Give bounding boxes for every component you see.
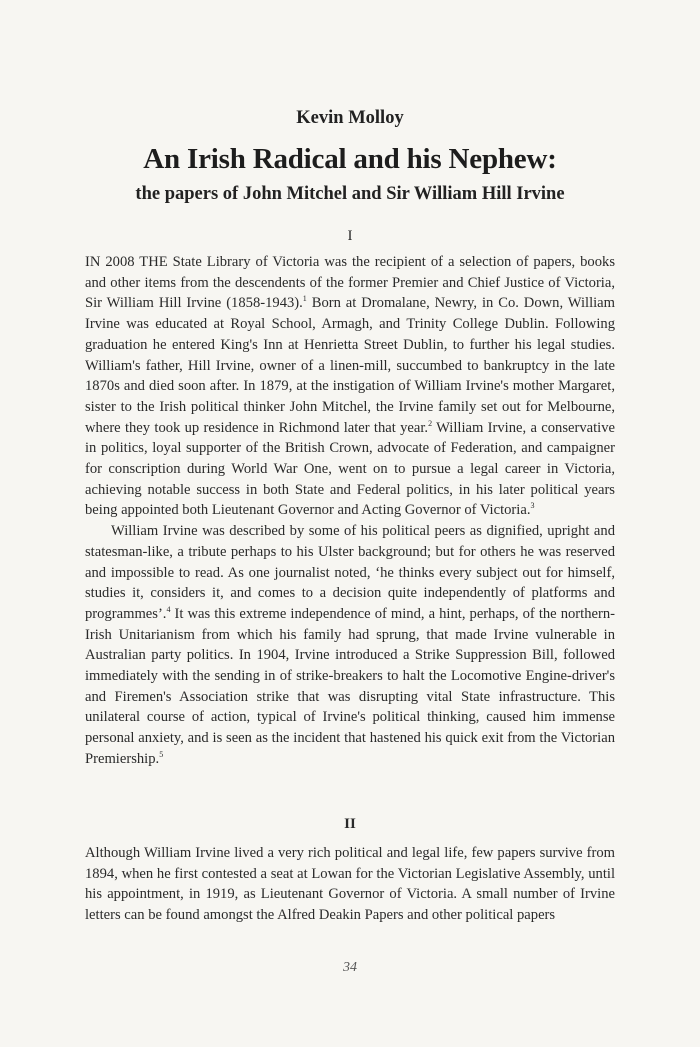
footnote-marker: 3 [530, 501, 535, 511]
paragraph-text: IN 2008 THE State Library of Victoria was the recipient of a selection of papers, books and other items from the descendents of the former Premier and Chief Justice of Victoria, Sir William Hill Irvine (1858-1943). [85, 254, 615, 312]
page-number: 34 [343, 960, 357, 975]
author-name: Kevin Molloy [296, 108, 404, 128]
paragraph-text: Born at Dromalane, Newry, in Co. Down, William Irvine was educated at Royal School, Armagh, and Trinity College Dublin. Following graduation he entered King's Inn at Henrietta Street Dublin, to further his legal studies. William's father, Hill Irvine, owner of a linen-mill, succumbed to bankruptcy in the late 1870s and died soon after. In 1879, at the instigation of William Irvine's mother Margaret, sister to the Irish political thinker John Mitchel, the Irvine family set out for Melbourne, where they took up residence in Richmond later that year. [85, 295, 616, 436]
footnote-marker: 4 [166, 604, 171, 614]
paragraph-text: William Irvine was described by some of his political peers as dignified, upright and statesman-like, a tribute perhaps to his Ulster background; but for others he was reserved and impossible to read. As one journalist noted, ‘he thinks every subject out for himself, studies it, considers it, and comes to a decision quite independently of platforms and programmes’. [85, 523, 615, 622]
paragraph-text: Although William Irvine lived a very rich political and legal life, few papers survive from 1894, when he first contested a seat at Lowan for the Victorian Legislative Assembly, until his appointment, in 1919, as Lieutenant Governor of Victoria. A small number of Irvine letters can be found amongst the Alfred Deakin Papers and other political papers [85, 845, 615, 924]
paragraph [85, 843, 615, 926]
section-2-body [85, 843, 615, 926]
section-numeral-2: II [344, 816, 356, 832]
paragraph [85, 252, 615, 521]
article-subtitle: the papers of John Mitchel and Sir William Hill Irvine [135, 184, 565, 204]
paragraph [85, 521, 615, 769]
footnote-marker: 1 [302, 294, 307, 304]
paragraph-text: William Irvine, a conservative in politics, loyal supporter of the British Crown, advocate of Federation, and campaigner for conscription during World War One, went on to pursue a legal career in Victoria, achieving notable success in both State and Federal politics, in his later political years being appointed both Lieutenant Governor and Acting Governor of Victoria. [85, 419, 615, 519]
section-numeral-1: I [347, 228, 353, 244]
section-1-body [85, 252, 615, 770]
paragraph-text: It was this extreme independence of mind, a hint, perhaps, of the northern-Irish Unitarianism from which his family had sprung, that made Irvine vulnerable in Australian party politics. In 1904, Irvine introduced a Strike Suppression Bill, followed immediately with the sending in of strike-breakers to halt the Locomotive Engine-driver's and Firemen's Association strike that was disrupting vital State infrastructure. This unilateral course of action, typical of Irvine's political thinking, caused him immense personal anxiety, and is seen as the incident that hastened his quick exit from the Victorian Premiership. [85, 605, 615, 767]
footnote-marker: 2 [428, 418, 433, 428]
article-title: An Irish Radical and his Nephew: [143, 143, 557, 175]
footnote-marker: 5 [159, 749, 164, 759]
